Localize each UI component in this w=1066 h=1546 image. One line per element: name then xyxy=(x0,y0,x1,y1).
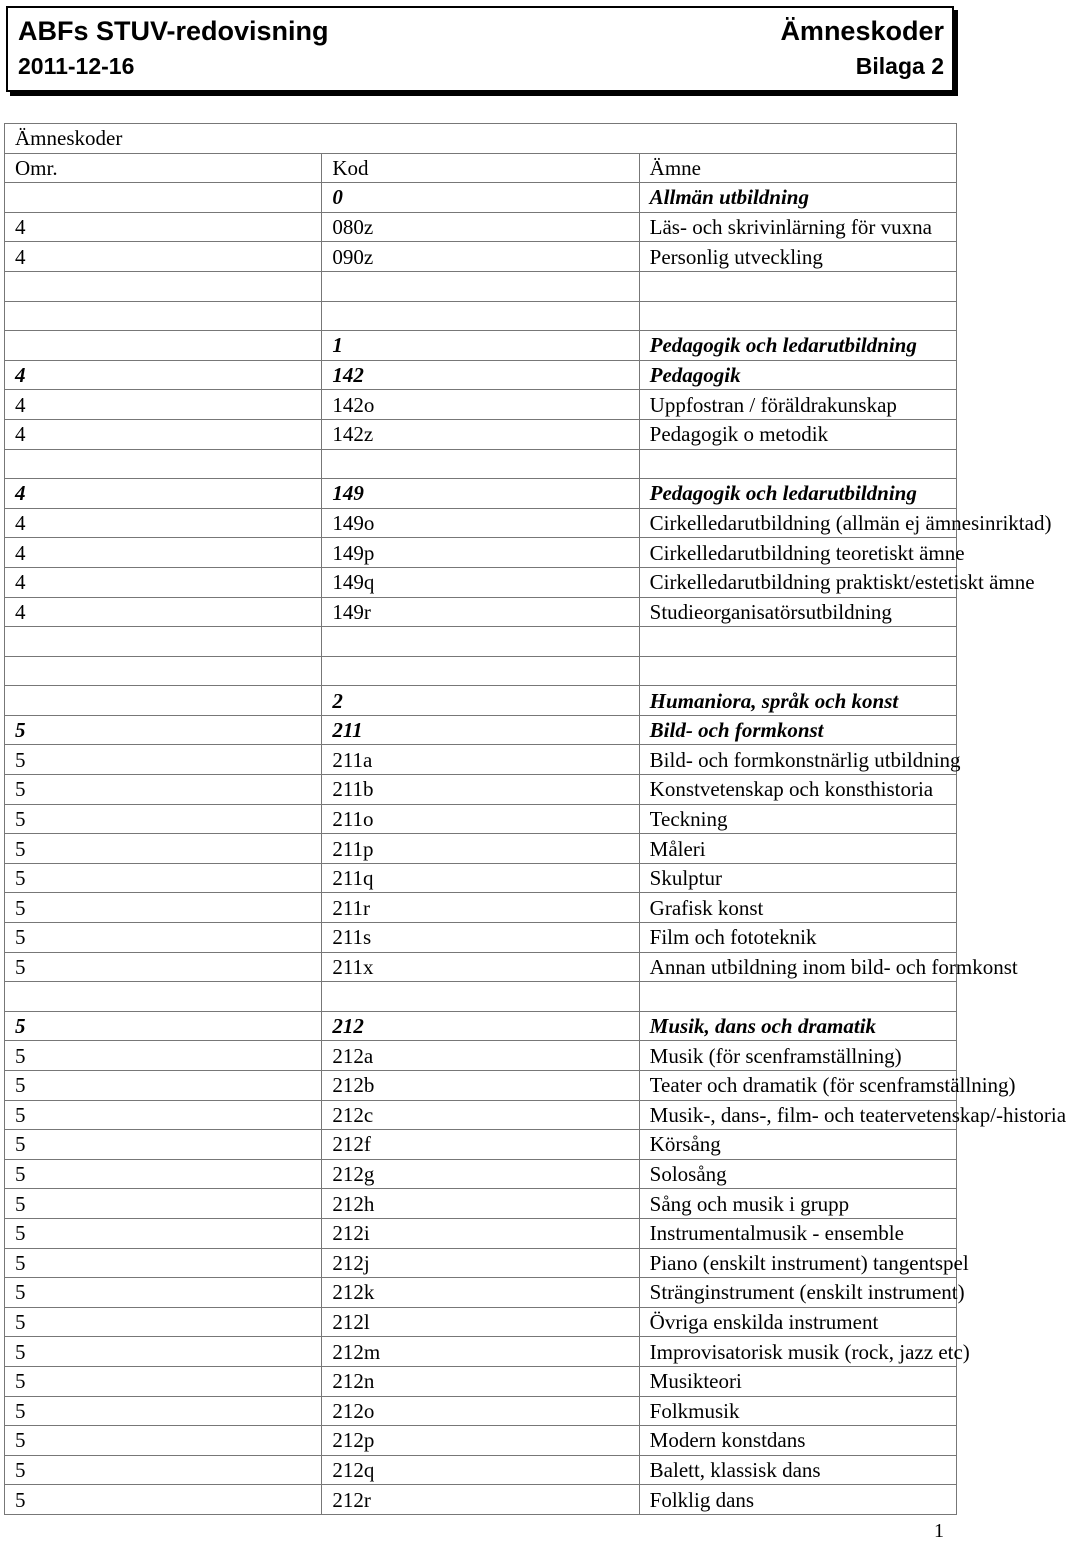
cell-amne: Teckning xyxy=(639,804,956,834)
cell-kod: 212i xyxy=(322,1218,639,1248)
cell-omr: 5 xyxy=(5,715,322,745)
table-row xyxy=(5,775,957,805)
cell-amne: Bild- och formkonst xyxy=(639,715,956,745)
cell-kod: 212q xyxy=(322,1455,639,1485)
cell-amne: Sång och musik i grupp xyxy=(639,1189,956,1219)
cell-amne: Läs- och skrivinlärning för vuxna xyxy=(639,212,956,242)
cell-omr: 5 xyxy=(5,1100,322,1130)
cell-kod: 149q xyxy=(322,567,639,597)
cell-kod: 0 xyxy=(322,183,639,213)
cell-amne: Övriga enskilda instrument xyxy=(639,1307,956,1337)
cell-amne: Pedagogik och ledarutbildning xyxy=(639,479,956,509)
cell-amne: Konstvetenskap och konsthistoria xyxy=(639,775,956,805)
cell-amne xyxy=(639,271,956,301)
cell-amne: Personlig utveckling xyxy=(639,242,956,272)
cell-kod xyxy=(322,627,639,657)
table-row xyxy=(5,1396,957,1426)
table-row xyxy=(5,1100,957,1130)
cell-omr: 4 xyxy=(5,597,322,627)
table-row xyxy=(5,1248,957,1278)
table-row xyxy=(5,183,957,213)
cell-kod: 212f xyxy=(322,1130,639,1160)
cell-omr: 5 xyxy=(5,1011,322,1041)
table-row xyxy=(5,1011,957,1041)
cell-amne xyxy=(639,982,956,1012)
cell-kod xyxy=(322,449,639,479)
table-row xyxy=(5,1337,957,1367)
table-row xyxy=(5,360,957,390)
subject-codes-table xyxy=(4,123,1066,1515)
cell-omr: 4 xyxy=(5,390,322,420)
cell-kod xyxy=(322,982,639,1012)
cell-kod: 149o xyxy=(322,508,639,538)
cell-kod: 080z xyxy=(322,212,639,242)
cell-omr xyxy=(5,183,322,213)
cell-omr: 5 xyxy=(5,1396,322,1426)
cell-amne: Modern konstdans xyxy=(639,1426,956,1456)
cell-amne: Studieorganisatörsutbildning xyxy=(639,597,956,627)
cell-amne xyxy=(639,449,956,479)
cell-kod: 211 xyxy=(322,715,639,745)
table-row xyxy=(5,390,957,420)
cell-omr: 5 xyxy=(5,745,322,775)
cell-amne: Humaniora, språk och konst xyxy=(639,686,956,716)
cell-omr xyxy=(5,686,322,716)
appendix-label: Bilaga 2 xyxy=(855,53,944,79)
column-header-kod: Kod xyxy=(322,153,639,183)
cell-kod: 1 xyxy=(322,331,639,361)
cell-amne: Bild- och formkonstnärlig utbildning xyxy=(639,745,956,775)
cell-amne xyxy=(639,627,956,657)
cell-amne: Skulptur xyxy=(639,863,956,893)
cell-omr: 4 xyxy=(5,508,322,538)
cell-kod: 212p xyxy=(322,1426,639,1456)
header-row-bottom xyxy=(8,48,952,86)
cell-kod xyxy=(322,656,639,686)
table-row xyxy=(5,567,957,597)
table-row xyxy=(5,331,957,361)
cell-amne: Pedagogik och ledarutbildning xyxy=(639,331,956,361)
cell-amne: Annan utbildning inom bild- och formkonst xyxy=(639,952,956,982)
table-row xyxy=(5,952,957,982)
column-header-omr: Omr. xyxy=(5,153,322,183)
cell-omr: 4 xyxy=(5,567,322,597)
cell-amne: Uppfostran / föräldrakunskap xyxy=(639,390,956,420)
cell-kod: 212k xyxy=(322,1278,639,1308)
table-row xyxy=(5,479,957,509)
cell-kod: 212h xyxy=(322,1189,639,1219)
cell-omr: 5 xyxy=(5,1189,322,1219)
table-row xyxy=(5,686,957,716)
cell-amne: Körsång xyxy=(639,1130,956,1160)
table-row xyxy=(5,1071,957,1101)
cell-amne: Teater och dramatik (för scenframställning) xyxy=(639,1071,956,1101)
table-row xyxy=(5,419,957,449)
cell-amne: Piano (enskilt instrument) tangentspel xyxy=(639,1248,956,1278)
cell-kod: 142o xyxy=(322,390,639,420)
cell-amne: Pedagogik xyxy=(639,360,956,390)
table-row xyxy=(5,893,957,923)
cell-amne: Film och fototeknik xyxy=(639,923,956,953)
cell-omr: 5 xyxy=(5,1337,322,1367)
document-date: 2011-12-16 xyxy=(18,53,135,79)
cell-kod: 149 xyxy=(322,479,639,509)
table-row xyxy=(5,1307,957,1337)
column-header-amne: Ämne xyxy=(639,153,956,183)
cell-omr: 5 xyxy=(5,1426,322,1456)
cell-kod: 212l xyxy=(322,1307,639,1337)
cell-omr: 5 xyxy=(5,834,322,864)
cell-amne: Cirkelledarutbildning praktiskt/estetiskt ämne xyxy=(639,567,956,597)
cell-omr xyxy=(5,627,322,657)
table-row xyxy=(5,1189,957,1219)
cell-omr: 4 xyxy=(5,360,322,390)
cell-omr: 5 xyxy=(5,863,322,893)
table-header-row xyxy=(5,153,957,183)
cell-omr: 5 xyxy=(5,804,322,834)
document-header xyxy=(6,6,954,92)
cell-omr: 5 xyxy=(5,1159,322,1189)
table-caption-row xyxy=(5,124,957,154)
table-caption: Ämneskoder xyxy=(5,124,957,154)
cell-kod: 211q xyxy=(322,863,639,893)
cell-amne: Cirkelledarutbildning teoretiskt ämne xyxy=(639,538,956,568)
cell-kod: 212 xyxy=(322,1011,639,1041)
page-number: 1 xyxy=(934,1520,944,1542)
cell-omr: 4 xyxy=(5,242,322,272)
cell-omr: 5 xyxy=(5,1366,322,1396)
cell-amne: Balett, klassisk dans xyxy=(639,1455,956,1485)
cell-omr: 5 xyxy=(5,1248,322,1278)
cell-omr: 5 xyxy=(5,1278,322,1308)
cell-omr: 5 xyxy=(5,1041,322,1071)
cell-kod: 211x xyxy=(322,952,639,982)
cell-kod: 212g xyxy=(322,1159,639,1189)
cell-omr xyxy=(5,449,322,479)
cell-omr xyxy=(5,982,322,1012)
table-row xyxy=(5,301,957,331)
cell-omr: 4 xyxy=(5,538,322,568)
section-title: Ämneskoder xyxy=(780,16,944,46)
cell-amne: Pedagogik o metodik xyxy=(639,419,956,449)
cell-kod: 211b xyxy=(322,775,639,805)
table-row xyxy=(5,627,957,657)
cell-kod: 212j xyxy=(322,1248,639,1278)
cell-kod: 212a xyxy=(322,1041,639,1071)
cell-omr: 4 xyxy=(5,479,322,509)
cell-amne: Cirkelledarutbildning (allmän ej ämnesinriktad) xyxy=(639,508,956,538)
cell-kod: 212n xyxy=(322,1366,639,1396)
cell-omr: 5 xyxy=(5,1307,322,1337)
table-row xyxy=(5,745,957,775)
table-row xyxy=(5,1130,957,1160)
cell-omr: 5 xyxy=(5,952,322,982)
table-row xyxy=(5,1366,957,1396)
cell-omr: 5 xyxy=(5,1218,322,1248)
cell-kod: 149r xyxy=(322,597,639,627)
cell-kod: 212m xyxy=(322,1337,639,1367)
cell-kod: 149p xyxy=(322,538,639,568)
cell-kod xyxy=(322,271,639,301)
cell-kod: 142z xyxy=(322,419,639,449)
table-row xyxy=(5,1041,957,1071)
cell-amne: Allmän utbildning xyxy=(639,183,956,213)
table-row xyxy=(5,538,957,568)
cell-omr: 4 xyxy=(5,419,322,449)
cell-kod: 211p xyxy=(322,834,639,864)
table-row xyxy=(5,1485,957,1515)
cell-amne: Musik, dans och dramatik xyxy=(639,1011,956,1041)
cell-omr xyxy=(5,301,322,331)
table-row xyxy=(5,597,957,627)
cell-kod: 212c xyxy=(322,1100,639,1130)
cell-omr xyxy=(5,271,322,301)
cell-kod: 211o xyxy=(322,804,639,834)
cell-amne: Musik-, dans-, film- och teatervetenskap/-historia xyxy=(639,1100,956,1130)
document-title: ABFs STUV-redovisning xyxy=(18,16,329,46)
table-row xyxy=(5,804,957,834)
table-row xyxy=(5,715,957,745)
cell-omr: 5 xyxy=(5,893,322,923)
cell-amne: Solosång xyxy=(639,1159,956,1189)
table-row xyxy=(5,863,957,893)
cell-omr: 5 xyxy=(5,775,322,805)
table-row xyxy=(5,834,957,864)
cell-omr: 5 xyxy=(5,1130,322,1160)
cell-omr: 5 xyxy=(5,1485,322,1515)
table-row xyxy=(5,1159,957,1189)
cell-kod: 142 xyxy=(322,360,639,390)
cell-omr xyxy=(5,331,322,361)
cell-kod: 211a xyxy=(322,745,639,775)
cell-amne: Måleri xyxy=(639,834,956,864)
header-row-top xyxy=(8,8,952,48)
cell-omr: 5 xyxy=(5,923,322,953)
table-row xyxy=(5,508,957,538)
cell-amne: Grafisk konst xyxy=(639,893,956,923)
cell-amne xyxy=(639,656,956,686)
cell-amne: Instrumentalmusik - ensemble xyxy=(639,1218,956,1248)
table-row xyxy=(5,212,957,242)
table-row xyxy=(5,1426,957,1456)
table-row xyxy=(5,923,957,953)
cell-amne: Musikteori xyxy=(639,1366,956,1396)
cell-omr: 5 xyxy=(5,1455,322,1485)
cell-amne: Improvisatorisk musik (rock, jazz etc) xyxy=(639,1337,956,1367)
table-row xyxy=(5,1278,957,1308)
cell-kod: 212o xyxy=(322,1396,639,1426)
cell-kod xyxy=(322,301,639,331)
cell-amne: Stränginstrument (enskilt instrument) xyxy=(639,1278,956,1308)
cell-amne: Folkmusik xyxy=(639,1396,956,1426)
table-row xyxy=(5,449,957,479)
cell-kod: 211s xyxy=(322,923,639,953)
table-row xyxy=(5,1455,957,1485)
table-row xyxy=(5,982,957,1012)
cell-amne: Musik (för scenframställning) xyxy=(639,1041,956,1071)
cell-kod: 212b xyxy=(322,1071,639,1101)
cell-omr: 5 xyxy=(5,1071,322,1101)
cell-amne xyxy=(639,301,956,331)
cell-kod: 212r xyxy=(322,1485,639,1515)
cell-omr: 4 xyxy=(5,212,322,242)
cell-kod: 2 xyxy=(322,686,639,716)
table-row xyxy=(5,656,957,686)
cell-amne: Folklig dans xyxy=(639,1485,956,1515)
table-row xyxy=(5,271,957,301)
cell-kod: 211r xyxy=(322,893,639,923)
table-row xyxy=(5,1218,957,1248)
table-row xyxy=(5,242,957,272)
cell-kod: 090z xyxy=(322,242,639,272)
cell-omr xyxy=(5,656,322,686)
